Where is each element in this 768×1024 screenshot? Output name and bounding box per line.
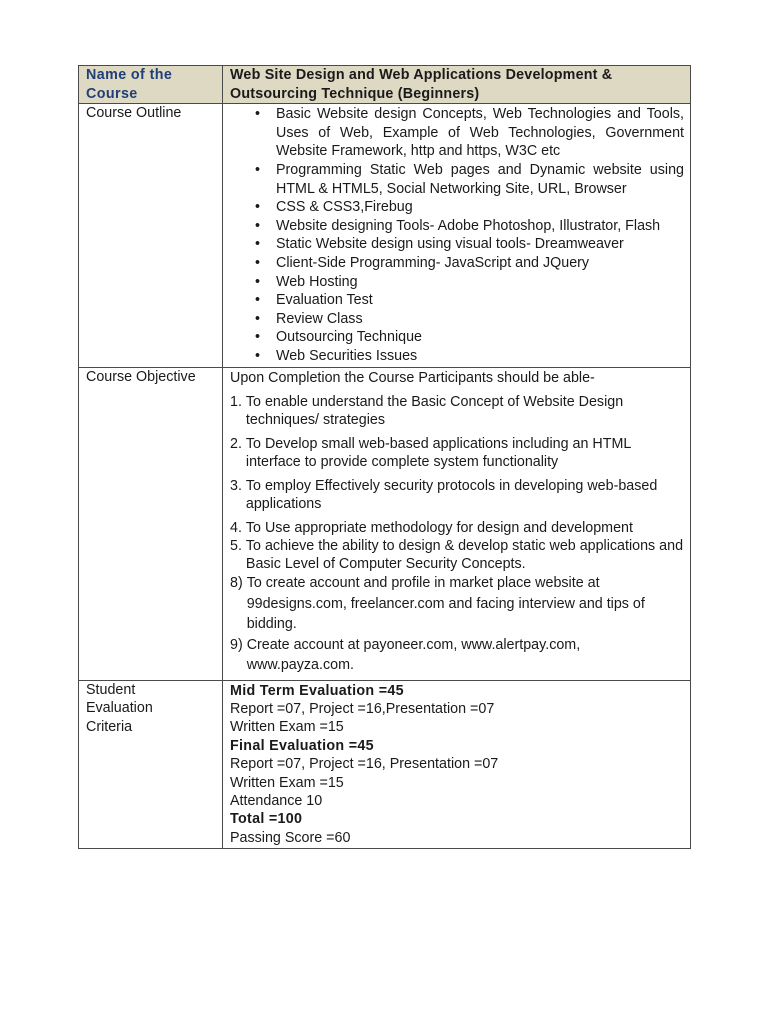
outline-item: • Basic Website design Concepts, Web Technologies and Tools, Uses of Web, Example of Web Technologies, Government Website Framework, http and https, W3C etc bbox=[276, 105, 684, 161]
objective-number: 8) bbox=[230, 575, 247, 592]
outline-list bbox=[230, 105, 684, 365]
course-outline-label: Course Outline bbox=[79, 104, 223, 367]
objective-item bbox=[230, 635, 684, 676]
final-title: Final Evaluation =45 bbox=[230, 737, 374, 754]
final-breakdown: Report =07, Project =16, Presentation =07 bbox=[230, 756, 499, 773]
outline-row bbox=[79, 104, 691, 367]
mid-term-title: Mid Term Evaluation =45 bbox=[230, 682, 404, 699]
label-line: Student bbox=[86, 681, 136, 698]
objective-number: 3. bbox=[230, 478, 246, 495]
objective-text: To employ Effectively security protocols in developing web-based applications bbox=[245, 478, 658, 513]
objective-number: 4. bbox=[230, 520, 246, 537]
objective-text: To enable understand the Basic Concept of Website Design techniques/ strategies bbox=[245, 394, 624, 429]
passing-score: Passing Score =60 bbox=[230, 829, 351, 846]
student-evaluation-label bbox=[79, 680, 223, 849]
outline-item: • Review Class bbox=[276, 310, 684, 329]
outline-item: • CSS & CSS3,Firebug bbox=[276, 198, 684, 217]
course-table bbox=[78, 65, 691, 849]
final-exam: Written Exam =15 bbox=[230, 774, 344, 791]
label-line: Evaluation bbox=[86, 700, 153, 717]
objective-item bbox=[230, 477, 684, 513]
objective-text: To achieve the ability to design & develop static web applications and Basic Level of Computer Security Concepts. bbox=[245, 538, 684, 573]
outline-item: • Static Website design using visual tools- Dreamweaver bbox=[276, 235, 684, 254]
objective-number: 2. bbox=[230, 436, 246, 453]
objective-row bbox=[79, 367, 691, 680]
objective-text: To create account and profile in market place website at 99designs.com, freelancer.com and facing interview and tips of bidding. bbox=[246, 575, 645, 633]
header-row bbox=[79, 66, 691, 104]
objective-text: To Develop small web-based applications including an HTML interface to provide complete system functionality bbox=[245, 436, 631, 471]
course-objective-label: Course Objective bbox=[79, 367, 223, 680]
objective-item bbox=[230, 573, 684, 635]
label-line: Criteria bbox=[86, 718, 133, 735]
total: Total =100 bbox=[230, 811, 303, 828]
mid-term-breakdown: Report =07, Project =16,Presentation =07 bbox=[230, 701, 495, 717]
objective-text: To Use appropriate methodology for design and development bbox=[245, 520, 633, 537]
outline-item: • Client-Side Programming- JavaScript and JQuery bbox=[276, 254, 684, 273]
objective-number: 1. bbox=[230, 394, 246, 411]
objective-item bbox=[230, 537, 684, 573]
outline-item: • Programming Static Web pages and Dynamic website using HTML & HTML5, Social Networking Site, URL, Browser bbox=[276, 161, 684, 198]
outline-item: • Website designing Tools- Adobe Photoshop, Illustrator, Flash bbox=[276, 217, 684, 236]
course-title: Web Site Design and Web Applications Development & Outsourcing Technique (Beginners) bbox=[223, 66, 691, 104]
objective-number: 5. bbox=[230, 538, 246, 555]
objective-item bbox=[230, 393, 684, 429]
objective-item bbox=[230, 435, 684, 471]
outline-item: • Web Hosting bbox=[276, 273, 684, 292]
outline-item: • Web Securities Issues bbox=[276, 347, 684, 366]
outline-item: • Outsourcing Technique bbox=[276, 328, 684, 347]
objective-intro: Upon Completion the Course Participants should be able- bbox=[230, 369, 595, 386]
attendance: Attendance 10 bbox=[230, 793, 323, 810]
objective-text: Create account at payoneer.com, www.alertpay.com, www.payza.com. bbox=[246, 636, 581, 674]
outline-item: • Evaluation Test bbox=[276, 291, 684, 310]
course-name-label: Name of the Course bbox=[79, 66, 223, 104]
mid-term-exam: Written Exam =15 bbox=[230, 719, 344, 736]
objective-item bbox=[230, 519, 684, 537]
objective-number: 9) bbox=[230, 636, 247, 653]
evaluation-row bbox=[79, 680, 691, 849]
